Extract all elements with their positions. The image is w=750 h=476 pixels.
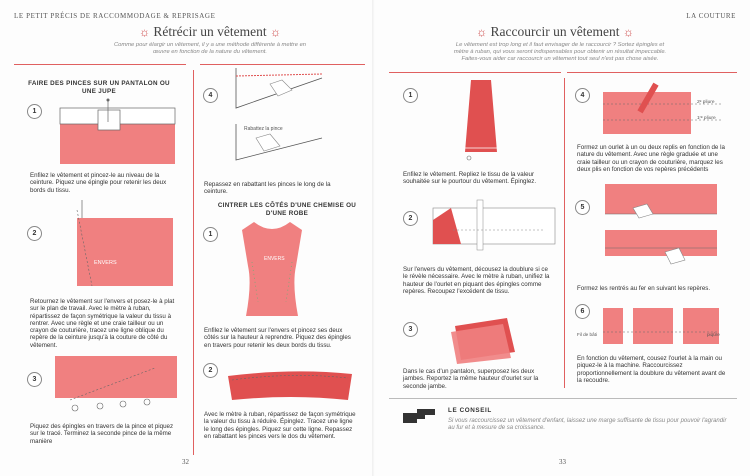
right-page <box>375 0 750 476</box>
ornament-icon: ☼ <box>622 25 634 39</box>
illustration-pins-dart <box>55 356 180 414</box>
page-title-right <box>445 24 665 40</box>
pointing-hand-icon <box>403 405 437 427</box>
step-number: 3 <box>27 372 42 387</box>
intro-left: Comme pour élargir un vêtement, il y a une méthode différente à mettre en œuvre en fonction de la nature du vêtement. <box>113 42 307 55</box>
title-text: Raccourcir un vêtement <box>490 24 620 39</box>
step-text: Enfilez le vêtement et pincez-le au niveau de la ceinture. Piquez une épingle pour retenir les deux bords du tissu. <box>30 172 167 194</box>
page-title-left <box>110 24 310 40</box>
section-title-shirt: CINTRER LES CÔTÉS D'UNE CHEMISE OU D'UNE ROBE <box>217 202 357 217</box>
step-number: 3 <box>403 322 418 337</box>
conseil-title: LE CONSEIL <box>448 407 492 414</box>
ornament-icon: ☼ <box>269 25 281 39</box>
running-head-right: LA COUTURE <box>686 12 736 20</box>
page-number-right: 33 <box>559 458 566 466</box>
step-text: Enfilez le vêtement. Repliez le tissu de la valeur souhaitée sur le pourtour du vêtement. Épinglez. <box>403 171 537 186</box>
illustration-shirt-seam <box>228 368 356 404</box>
conseil-text: Si vous raccourcissez un vêtement d'enfant, laissez une marge suffisante de tissu pour pouvoir l'agrandir au fur et à mesure de sa croissance. <box>448 418 727 432</box>
step-text: Retournez le vêtement sur l'envers et posez-le à plat sur le plan de travail. Avec le mètre à ruban, répartissez de façon symétrique la valeur du tissu à rentrer. Avec une règle et une craie tailleur ou un crayon de couturière, tracez une ligne oblique du repère de la ceinture jusqu'à la couture de côté du vêtement. <box>30 298 175 349</box>
label-pliure-1: 1ʳᵉ pliure <box>697 116 716 121</box>
step-number: 5 <box>575 200 590 215</box>
illustration-iron-fold <box>605 184 723 274</box>
section-title-pants: FAIRE DES PINCES SUR UN PANTALON OU UNE JUPE <box>28 80 170 95</box>
ornament-icon: ☼ <box>476 25 488 39</box>
step-text: Dans le cas d'un pantalon, superposez les deux jambes. Reportez la même hauteur d'ourlet sur la seconde jambe. <box>403 368 539 390</box>
step-number: 4 <box>575 88 590 103</box>
label-envers: ENVERS <box>264 256 285 262</box>
step-number: 1 <box>403 88 418 103</box>
conseil-divider <box>389 398 737 399</box>
illustration-press-dart <box>232 68 332 178</box>
step-number: 6 <box>575 304 590 319</box>
step-number: 2 <box>203 363 218 378</box>
label-rabattre: Rabattez la pince <box>244 126 283 132</box>
step-text: Sur l'envers du vêtement, décousez la doublure si ce le révèle nécessaire. Avec le mètre à ruban, unifiez la hauteur de l'ourlet en piquant des épingles comme repères. Recoupez l'excédent de tissu. <box>403 266 550 295</box>
title-text: Rétrécir un vêtement <box>153 24 267 39</box>
divider <box>389 72 561 73</box>
step-text: En fonction du vêtement, cousez l'ourlet à la main ou piquez-le à la machine. Raccourcissez proportionnellement la doublure du vêtement avant de la recoudre. <box>577 355 726 384</box>
illustration-dart-trace <box>72 200 182 288</box>
illustration-hem-chalk <box>603 82 725 134</box>
step-number: 2 <box>27 226 42 241</box>
illustration-hem-measure <box>433 200 558 250</box>
column-divider <box>193 70 194 455</box>
step-text: Repassez en rabattant les pinces le long de la ceinture. <box>204 181 331 196</box>
step-number: 1 <box>27 104 42 119</box>
step-text: Formez les rentrés au fer en suivant les repères. <box>577 285 711 292</box>
label-piqure: piqûre <box>707 332 720 337</box>
ornament-icon: ☼ <box>139 25 151 39</box>
label-pliure-2: 2ᵉ pliure <box>697 100 715 105</box>
step-text: Formez un ourlet à un ou deux replis en fonction de la nature du vêtement. Avec une règle graduée et une craie tailleur ou un crayon de couturière, marquez les deux plis en fonction de vos repères précédents <box>577 144 725 173</box>
illustration-waist-pin <box>60 100 180 165</box>
step-number: 1 <box>203 227 218 242</box>
label-envers: ENVERS <box>94 260 117 266</box>
label-fil-de-bati: Fil de bâti <box>577 332 597 337</box>
step-number: 4 <box>203 88 218 103</box>
step-text: Enfilez le vêtement sur l'envers et pincez ses deux côtés sur la hauteur à reprendre. Piquez des épingles en travers pour retenir les deux bords du tissu. <box>204 327 351 349</box>
illustration-shirt-pins <box>240 222 304 318</box>
divider <box>200 64 365 65</box>
illustration-legs-overlap <box>449 318 519 364</box>
column-divider <box>564 78 565 388</box>
intro-right: Le vêtement est trop long et il faut envisager de le raccourcir ? Sortez épingles et mètre à ruban, qui vous seront indispensables pour obtenir un résultat impeccable. Faites-vous aider car raccourcir un vêtement tout seul n'est pas chose aisée. <box>453 42 667 62</box>
step-number: 2 <box>403 211 418 226</box>
step-text: Avec le mètre à ruban, répartissez de façon symétrique la valeur du tissu à réduire. Épinglez. Tracez une ligne le long des épingles. Piquez sur cette ligne. Repassez en rabattant les pinces vers le dos du vêtement. <box>204 411 356 440</box>
step-text: Piquez des épingles en travers de la pince et piquez sur le tracé. Terminez la seconde pince de la même manière <box>30 423 174 445</box>
page-number-left: 32 <box>182 458 189 466</box>
divider <box>14 64 186 65</box>
illustration-skirt-fold <box>463 80 503 162</box>
illustration-stitch-hem <box>603 304 723 348</box>
running-head-left: LE PETIT PRÉCIS DE RACCOMMODAGE & REPRISAGE <box>14 12 216 20</box>
divider <box>567 72 737 73</box>
